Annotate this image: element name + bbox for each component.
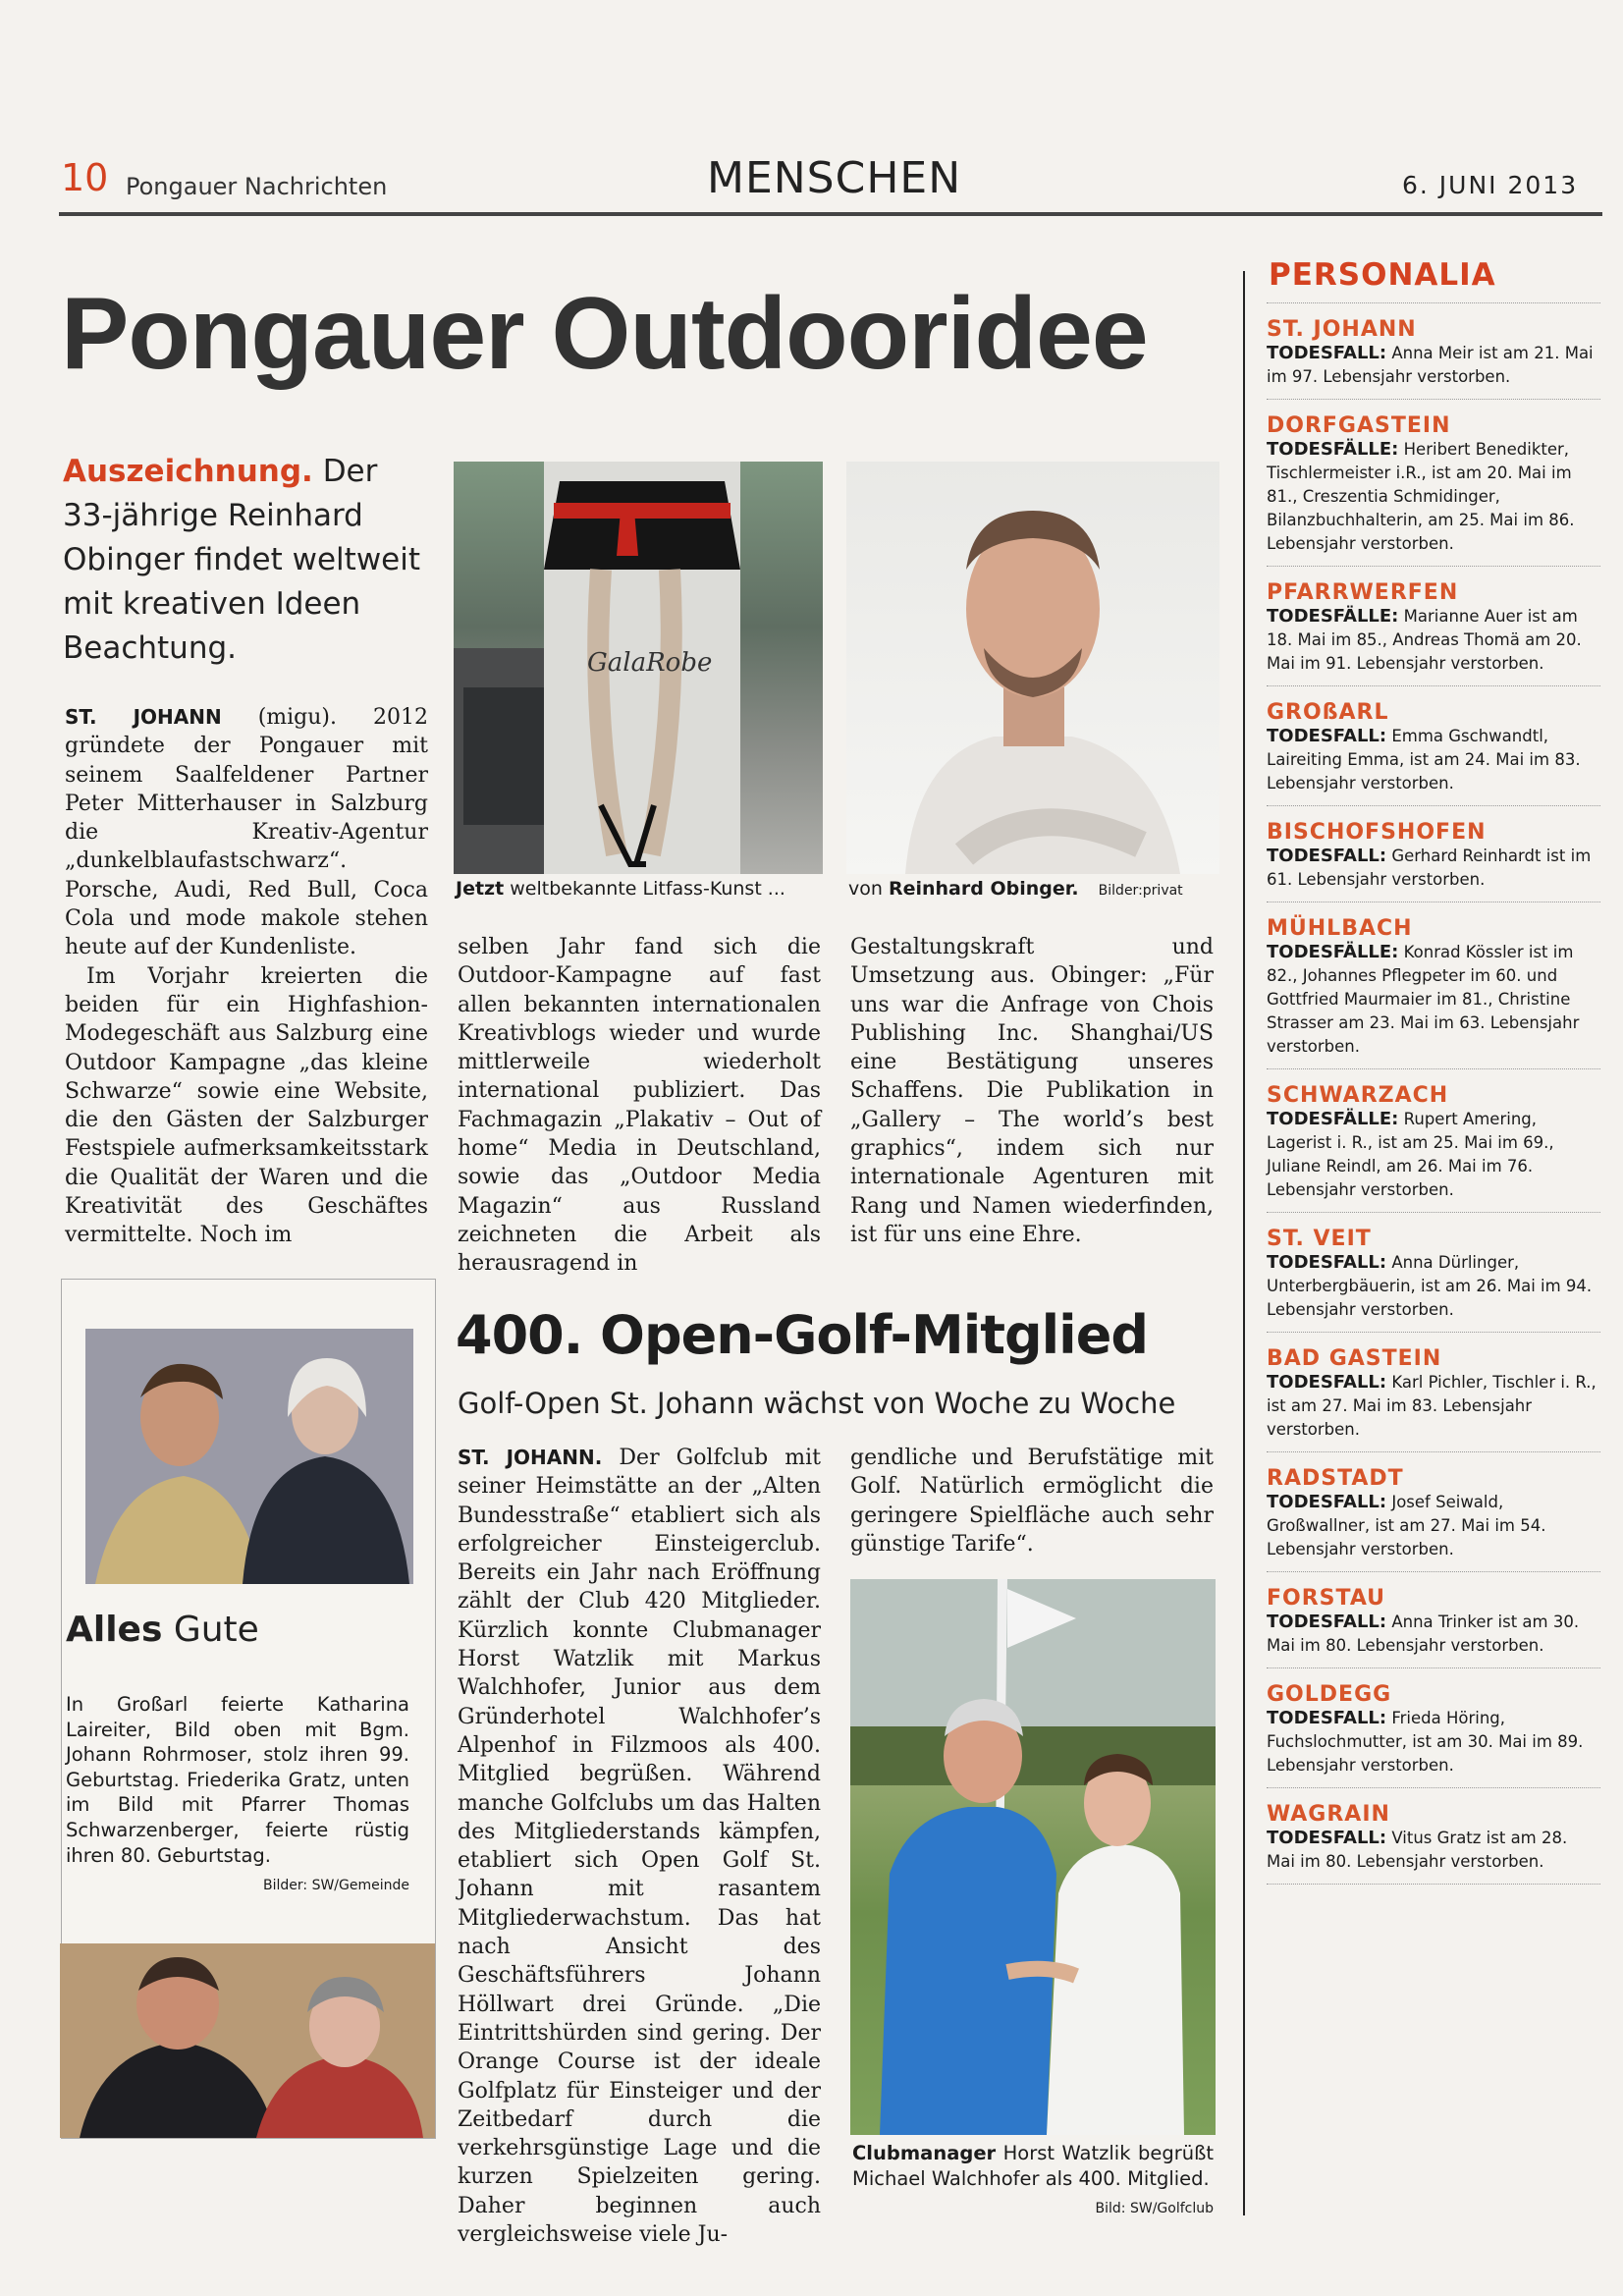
personalia-separator	[1267, 302, 1600, 303]
personalia-title: PERSONALIA	[1269, 257, 1496, 293]
personalia-separator	[1267, 1571, 1600, 1572]
alles-gute-title	[66, 1610, 259, 1650]
personalia-place: BAD GASTEIN	[1267, 1346, 1442, 1371]
main-col1-text: (migu). 2012 gründete der Pongauer mit seinem Saalfeldener Partner Peter Mitterhauser in Salzburg die Kreativ-Agentur „dunkelblaufastschwarz“. Porsche, Audi, Red Bull, Coca Cola und mode makole stehen heute auf der Kundenliste.	[65, 705, 428, 960]
golf-col1-text: Der Golfclub mit seiner Heimstätte an der „Alten Bundesstraße“ etabliert sich als erfolgreicher Einsteigerclub. Bereits ein Jahr nach Eröffnung zählt der Club 420 Mitglieder. Kürzlich konnte Clubmanager Horst Watzlik mit Markus Walchhofer, Junior aus dem Gründerhotel Walchhofer’s Alpenhof in Filzmoos als 400. Mitglied begrüßen. Während manche Golfclubs um das Halten des Mitgliederstands kämpfen, etabliert sich Open Golf St. Johann mit rasantem Mitgliederwachstum. Das hat nach Ansicht des Geschäftsführers Johann Höllwart drei Gründe. „Die Eintrittshürden sind gering. Der Orange Course ist der ideale Golfplatz für Einsteiger und der Zeitbedarf durch die verkehrsgünstige Lage und die kurzen Spielzeiten gering. Daher beginnen auch vergleichsweise viele Ju-	[458, 1446, 821, 2248]
personalia-entry	[1267, 1802, 1600, 1885]
personalia-text	[1267, 1491, 1600, 1561]
photo-credit: Bilder:privat	[1098, 883, 1183, 899]
personalia-label: TODESFÄLLE:	[1267, 1109, 1399, 1129]
golf-photo	[850, 1579, 1216, 2135]
personalia-separator	[1267, 805, 1600, 806]
personalia-text	[1267, 1707, 1600, 1777]
personalia-text	[1267, 1108, 1600, 1202]
personalia-separator	[1267, 1667, 1600, 1668]
personalia-text	[1267, 941, 1600, 1059]
personalia-body: Josef Seiwald, Großwallner, ist am 27. Mai im 54. Lebensjahr verstorben.	[1267, 1493, 1546, 1558]
main-col1-text2: Im Vorjahr kreierten die beiden für ein Highfashion-Modegeschäft aus Salzburg eine Outdoor Kampagne „das kleine Schwarze“ sowie eine Website, die den Gästen der Salzburger Festspiele aufmerksamkeitsstark die Qualität der Waren und die Kreativität des Geschäftes vermittelte. Noch im	[65, 963, 428, 1248]
personalia-place: GOLDEGG	[1267, 1682, 1392, 1707]
personalia-place: GROßARL	[1267, 700, 1389, 725]
personalia-place: SCHWARZACH	[1267, 1083, 1449, 1108]
golf-caption-text: Horst Watzlik begrüßt Michael Walchhofer als 400. Mitglied.	[852, 2142, 1214, 2190]
personalia-label: TODESFÄLLE:	[1267, 439, 1399, 460]
portrait-photo	[846, 462, 1219, 874]
main-headline: Pongauer Outdooridee	[61, 277, 1148, 391]
golf-caption	[852, 2141, 1214, 2221]
personalia-text	[1267, 1251, 1600, 1322]
golf-caption-bold: Clubmanager	[852, 2142, 997, 2164]
personalia-label: TODESFALL:	[1267, 1252, 1387, 1273]
personalia-body: Karl Pichler, Tischler i. R., ist am 27. Mai im 83. Lebensjahr verstorben.	[1267, 1373, 1596, 1439]
personalia-body: Emma Gschwandtl, Laireiting Emma, ist am 24. Mai im 83. Lebensjahr verstorben.	[1267, 727, 1581, 793]
personalia-body: Heribert Benedikter, Tischlermeister i.R., ist am 20. Mai im 81., Creszentia Schmidinger, Bilanzbuchhalterin, am 25. Mai im 86. Lebensjahr verstorben.	[1267, 440, 1575, 553]
personalia-entry	[1267, 1466, 1600, 1572]
personalia-body: Konrad Kössler ist im 82., Johannes Pflegpeter im 60. und Gottfried Maurmaier im 81., Christine Strasser am 23. Mai im 63. Lebensjahr verstorben.	[1267, 943, 1580, 1056]
golf-subheadline: Golf-Open St. Johann wächst von Woche zu Woche	[458, 1387, 1176, 1420]
alles-gute-title-rest: Gute	[173, 1610, 259, 1650]
personalia-separator	[1267, 1451, 1600, 1452]
photo-birthday-99	[85, 1329, 413, 1584]
personalia-separator	[1267, 1068, 1600, 1069]
personalia-separator	[1267, 1212, 1600, 1213]
personalia-text	[1267, 1827, 1600, 1874]
alles-gute-credit: Bilder: SW/Gemeinde	[263, 1878, 409, 1894]
personalia-body: Gerhard Reinhardt ist im 61. Lebensjahr verstorben.	[1267, 847, 1592, 889]
issue-date: 6. JUNI 2013	[1402, 171, 1579, 199]
poster-photo	[454, 462, 823, 874]
lead-kicker: Auszeichnung.	[63, 454, 313, 489]
personalia-entry	[1267, 1682, 1600, 1788]
personalia-entry	[1267, 820, 1600, 902]
lead-text: Der 33-jährige Reinhard Obinger findet weltweit mit kreativen Ideen Beachtung.	[63, 454, 421, 666]
personalia-text	[1267, 342, 1600, 389]
caption-right-bold: Reinhard Obinger.	[888, 878, 1079, 900]
personalia-body: Frieda Höring, Fuchslochmutter, ist am 30. Mai im 89. Lebensjahr verstorben.	[1267, 1709, 1584, 1775]
alles-gute-title-bold: Alles	[66, 1610, 163, 1650]
personalia-label: TODESFALL:	[1267, 343, 1387, 363]
personalia-list	[1267, 317, 1600, 1885]
personalia-label: TODESFÄLLE:	[1267, 942, 1399, 962]
personalia-entry	[1267, 916, 1600, 1069]
section-title: MENSCHEN	[707, 153, 962, 203]
poster-brand: GalaRobe	[587, 648, 713, 678]
golf-photo-credit: Bild: SW/Golfclub	[1095, 2201, 1214, 2216]
personalia-text	[1267, 438, 1600, 556]
personalia-place: WAGRAIN	[1267, 1802, 1390, 1827]
alles-gute-body: In Großarl feierte Katharina Laireiter, Bild oben mit Bgm. Johann Rohrmoser, stolz ihren 99. Geburtstag. Friederika Gratz, unten im Bild mit Pfarrer Thomas Schwarzenberger, feierte rüstig ihren 80. Geburtstag.	[66, 1693, 409, 1867]
personalia-text	[1267, 845, 1600, 892]
personalia-place: BISCHOFSHOFEN	[1267, 820, 1487, 845]
personalia-label: TODESFALL:	[1267, 1612, 1387, 1632]
main-article-col3: Gestaltungskraft und Umsetzung aus. Obinger: „Für uns war die Anfrage von Chois Publishing Inc. Shanghai/US eine Bestätigung unseres Schaffens. Die Publikation in „Gallery – The world’s best graphics“, indem sich nur internationale Agenturen mit Rang und Namen wiederfinden, ist für uns eine Ehre.	[850, 935, 1214, 1247]
personalia-label: TODESFALL:	[1267, 1492, 1387, 1512]
personalia-entry	[1267, 700, 1600, 806]
caption-left-bold: Jetzt	[456, 878, 505, 900]
personalia-label: TODESFALL:	[1267, 1828, 1387, 1848]
alles-gute-box	[61, 1279, 436, 2139]
photo-caption-right	[848, 876, 1221, 903]
personalia-separator	[1267, 1884, 1600, 1885]
personalia-place: ST. JOHANN	[1267, 317, 1417, 342]
personalia-body: Anna Dürlinger, Unterbergbäuerin, ist am 26. Mai im 94. Lebensjahr verstorben.	[1267, 1253, 1593, 1319]
caption-left-text: weltbekannte Litfass-Kunst ...	[510, 878, 785, 900]
personalia-entry	[1267, 580, 1600, 686]
personalia-body: Anna Trinker ist am 30. Mai im 80. Lebensjahr verstorben.	[1267, 1613, 1580, 1655]
photo-caption-left	[456, 876, 829, 902]
personalia-label: TODESFALL:	[1267, 726, 1387, 746]
personalia-entry	[1267, 1083, 1600, 1213]
personalia-entry	[1267, 1227, 1600, 1333]
publication-name: Pongauer Nachrichten	[126, 173, 388, 200]
personalia-place: FORSTAU	[1267, 1586, 1386, 1611]
main-article-col1	[65, 703, 428, 1250]
personalia-place: ST. VEIT	[1267, 1227, 1372, 1251]
caption-right-prefix: von	[848, 878, 883, 900]
personalia-column	[1267, 257, 1600, 1885]
main-dateline: ST. JOHANN	[65, 705, 222, 729]
lead-paragraph	[63, 450, 426, 671]
main-article-col2: selben Jahr fand sich die Outdoor-Kampagne auf fast allen bekannten internationalen Kreativblogs wieder und wurde mittlerweile wiederholt international publiziert. Das Fachmagazin „Plakativ – Out of home“ Media in Deutschland, sowie das „Outdoor Media Magazin“ aus Russland zeichneten die Arbeit als herausragend in	[458, 935, 821, 1277]
personalia-label: TODESFALL:	[1267, 1372, 1387, 1393]
personalia-separator	[1267, 1332, 1600, 1333]
personalia-text	[1267, 1371, 1600, 1442]
personalia-body: Rupert Amering, Lagerist i. R., ist am 25. Mai im 69., Juliane Reindl, am 26. Mai im 76. Lebensjahr verstorben.	[1267, 1110, 1554, 1199]
golf-col2: gendliche und Berufstätige mit Golf. Natürlich ermöglicht die geringere Spielfläche auch sehr günstige Tarife“.	[850, 1446, 1214, 1557]
personalia-text	[1267, 1611, 1600, 1658]
personalia-label: TODESFÄLLE:	[1267, 606, 1399, 627]
personalia-place: RADSTADT	[1267, 1466, 1404, 1491]
personalia-place: MÜHLBACH	[1267, 916, 1413, 941]
personalia-label: TODESFALL:	[1267, 1708, 1387, 1728]
personalia-entry	[1267, 413, 1600, 567]
alles-gute-text	[66, 1692, 409, 1899]
page-number: 10	[61, 156, 109, 199]
personalia-place: DORFGASTEIN	[1267, 413, 1451, 438]
personalia-label: TODESFALL:	[1267, 846, 1387, 866]
golf-col1	[458, 1444, 821, 2249]
personalia-separator	[1267, 566, 1600, 567]
personalia-body: Marianne Auer ist am 18. Mai im 85., Andreas Thomä am 20. Mai im 91. Lebensjahr verstorben.	[1267, 607, 1582, 673]
personalia-text	[1267, 725, 1600, 795]
personalia-separator	[1267, 1787, 1600, 1788]
personalia-separator	[1267, 399, 1600, 400]
golf-dateline: ST. JOHANN.	[458, 1446, 603, 1469]
photo-birthday-80	[60, 1943, 435, 2138]
personalia-text	[1267, 605, 1600, 676]
personalia-divider	[1243, 271, 1245, 2215]
personalia-body: Vitus Gratz ist am 28. Mai im 80. Lebensjahr verstorben.	[1267, 1829, 1568, 1871]
golf-headline: 400. Open-Golf-Mitglied	[456, 1304, 1148, 1366]
personalia-body: Anna Meir ist am 21. Mai im 97. Lebensjahr verstorben.	[1267, 344, 1594, 386]
personalia-place: PFARRWERFEN	[1267, 580, 1459, 605]
personalia-entry	[1267, 1346, 1600, 1452]
personalia-separator	[1267, 685, 1600, 686]
personalia-entry	[1267, 1586, 1600, 1668]
personalia-entry	[1267, 317, 1600, 400]
header-rule	[59, 212, 1602, 216]
